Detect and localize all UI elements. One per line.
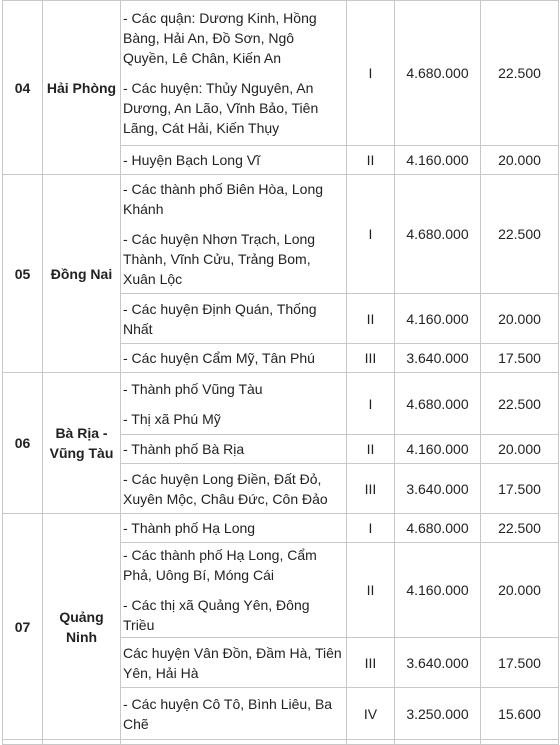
hourly-wage: 17.500	[481, 344, 559, 373]
empty-cell	[347, 740, 395, 745]
area-item: - Các huyện Nhơn Trạch, Long Thành, Vĩnh Cửu, Trảng Bom, Xuân Lộc	[123, 231, 316, 287]
province-number: 04	[3, 1, 43, 175]
monthly-wage: 4.680.000	[395, 514, 481, 543]
table-row-partial	[3, 740, 559, 745]
area-item: Các huyện Vân Đồn, Đầm Hà, Tiên Yên, Hải Hà	[123, 644, 342, 681]
area-list	[121, 146, 347, 175]
region-level: III	[347, 464, 395, 514]
empty-cell	[481, 740, 559, 745]
hourly-wage: 20.000	[481, 146, 559, 175]
province-name: Quảng Ninh	[43, 514, 121, 740]
area-item: - Thành phố Vũng Tàu	[123, 380, 263, 397]
hourly-wage: 20.000	[481, 543, 559, 638]
province-number: 05	[3, 175, 43, 373]
monthly-wage: 3.640.000	[395, 344, 481, 373]
area-item: - Các huyện: Thủy Nguyên, An Dương, An Lão, Vĩnh Bảo, Tiên Lãng, Cát Hải, Kiến Thụy	[123, 80, 319, 136]
region-level: II	[347, 146, 395, 175]
empty-cell	[3, 740, 43, 745]
region-level: II	[347, 294, 395, 344]
province-number: 06	[3, 373, 43, 514]
area-item: - Các huyện Định Quán, Thống Nhất	[123, 300, 317, 337]
area-item: - Thành phố Hạ Long	[123, 520, 256, 536]
hourly-wage: 17.500	[481, 464, 559, 514]
monthly-wage: 4.680.000	[395, 373, 481, 435]
area-list	[121, 344, 347, 373]
area-list	[121, 175, 347, 294]
table-row	[3, 1, 559, 146]
area-list	[121, 638, 347, 688]
hourly-wage: 17.500	[481, 638, 559, 688]
area-item: - Các thành phố Hạ Long, Cẩm Phả, Uông Bí, Móng Cái	[123, 547, 317, 583]
region-level: III	[347, 344, 395, 373]
wage-region-table	[2, 0, 559, 745]
area-list	[121, 1, 347, 146]
region-level: I	[347, 373, 395, 435]
region-level: II	[347, 435, 395, 464]
area-item: - Thành phố Bà Rịa	[123, 441, 245, 457]
area-item: - Thị xã Phú Mỹ	[123, 410, 221, 427]
hourly-wage: 20.000	[481, 435, 559, 464]
area-list	[121, 514, 347, 543]
monthly-wage: 3.640.000	[395, 464, 481, 514]
area-list	[121, 543, 347, 638]
monthly-wage: 3.640.000	[395, 638, 481, 688]
area-item: - Các huyện Long Điền, Đất Đỏ, Xuyên Mộc, Châu Đức, Côn Đảo	[123, 470, 328, 507]
area-item: - Các huyện Cô Tô, Bình Liêu, Ba Chẽ	[123, 695, 333, 732]
province-name: Hải Phòng	[43, 1, 121, 175]
monthly-wage: 4.680.000	[395, 175, 481, 294]
hourly-wage: 20.000	[481, 294, 559, 344]
hourly-wage: 22.500	[481, 514, 559, 543]
empty-cell	[43, 740, 121, 745]
area-list	[121, 688, 347, 740]
region-level: I	[347, 1, 395, 146]
hourly-wage: 22.500	[481, 1, 559, 146]
monthly-wage: 4.160.000	[395, 294, 481, 344]
province-name: Bà Rịa - Vũng Tàu	[43, 373, 121, 514]
hourly-wage: 22.500	[481, 175, 559, 294]
region-level: I	[347, 514, 395, 543]
hourly-wage: 22.500	[481, 373, 559, 435]
area-item: - Các thị xã Quảng Yên, Đông Triều	[123, 597, 310, 633]
region-level: III	[347, 638, 395, 688]
province-name: Đồng Nai	[43, 175, 121, 373]
empty-cell	[121, 740, 347, 745]
region-level: IV	[347, 688, 395, 740]
area-list	[121, 373, 347, 435]
area-item: - Các quận: Dương Kinh, Hồng Bàng, Hải An, Đồ Sơn, Ngô Quyền, Lê Chân, Kiến An	[123, 10, 317, 66]
monthly-wage: 4.160.000	[395, 435, 481, 464]
area-item: - Huyện Bạch Long Vĩ	[123, 152, 260, 168]
region-level: I	[347, 175, 395, 294]
area-list	[121, 464, 347, 514]
empty-cell	[395, 740, 481, 745]
region-level: II	[347, 543, 395, 638]
area-item: - Các huyện Cẩm Mỹ, Tân Phú	[123, 350, 315, 366]
area-list	[121, 294, 347, 344]
monthly-wage: 3.250.000	[395, 688, 481, 740]
monthly-wage: 4.160.000	[395, 146, 481, 175]
table-row	[3, 514, 559, 543]
area-item: - Các thành phố Biên Hòa, Long Khánh	[123, 181, 324, 217]
area-list	[121, 435, 347, 464]
table-body	[3, 1, 559, 745]
table-row	[3, 175, 559, 294]
table-row	[3, 373, 559, 435]
hourly-wage: 15.600	[481, 688, 559, 740]
province-number: 07	[3, 514, 43, 740]
monthly-wage: 4.680.000	[395, 1, 481, 146]
monthly-wage: 4.160.000	[395, 543, 481, 638]
